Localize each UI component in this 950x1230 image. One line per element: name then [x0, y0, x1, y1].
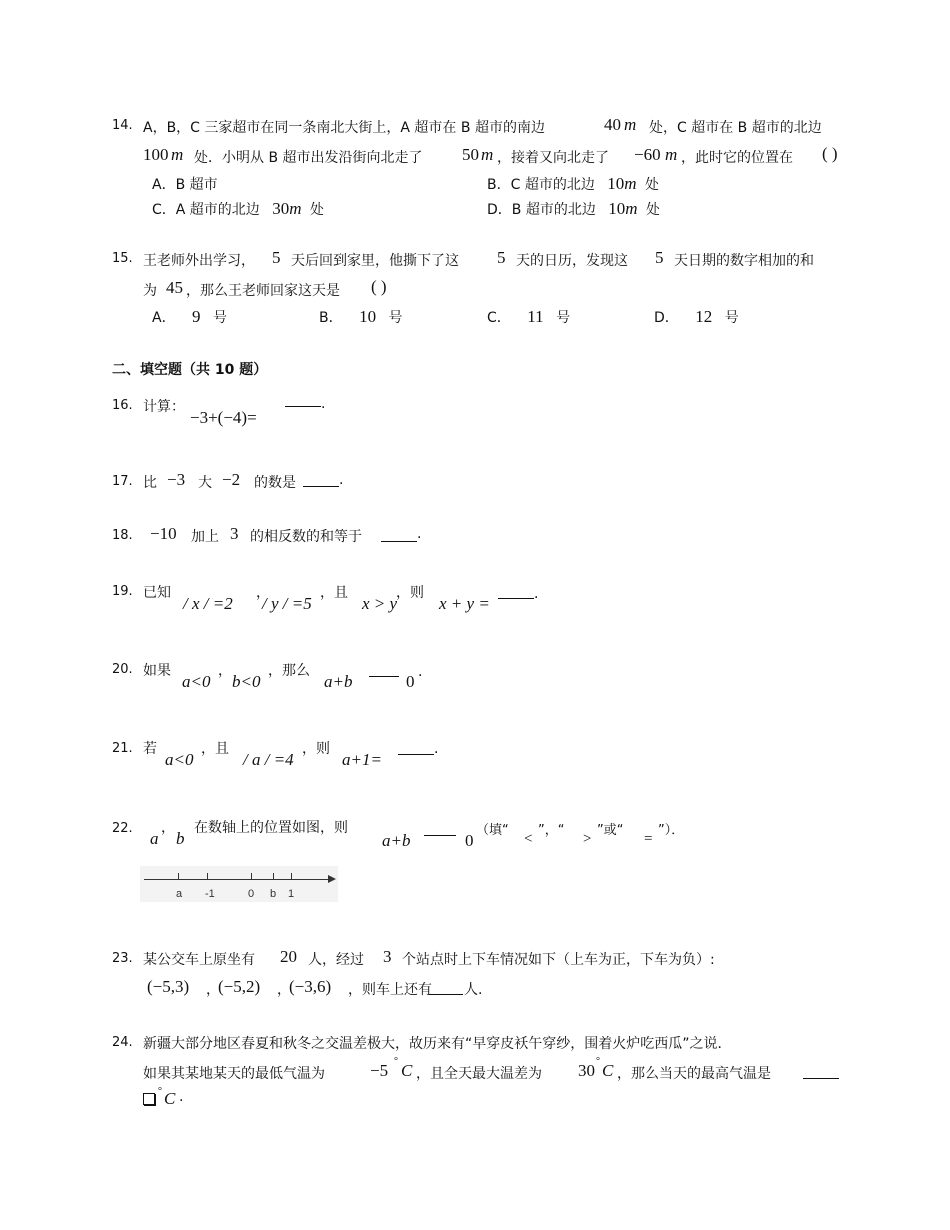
- question-number: 17.: [112, 474, 133, 489]
- question-text: ，那么当天的最高气温是: [617, 1066, 771, 1082]
- option-d[interactable]: [654, 307, 739, 327]
- question-number: 21.: [112, 741, 133, 756]
- question-number: 16.: [112, 398, 133, 413]
- math-expression: / a / =4: [243, 750, 294, 769]
- option-text: 号: [388, 310, 403, 326]
- math-value: 30: [578, 1061, 595, 1080]
- math-unit: C: [401, 1061, 413, 1080]
- question-number: 15.: [112, 251, 133, 266]
- math-expression: b<0: [232, 672, 261, 691]
- tick-mark: [251, 873, 252, 880]
- section-heading: 二、填空题（共 10 题）: [112, 362, 268, 378]
- question-text: 若: [143, 741, 157, 757]
- option-label: C．: [487, 310, 511, 326]
- symbol-gt: >: [583, 831, 592, 847]
- question-text: ，且: [320, 585, 348, 601]
- question-text: ，: [218, 663, 232, 679]
- answer-blank[interactable]: [381, 540, 417, 542]
- math-unit: m: [625, 199, 638, 218]
- math-unit: m: [289, 199, 302, 218]
- question-text: 天日期的数字相加的和: [674, 253, 814, 269]
- question-text: 如果其某地某天的最低气温为: [143, 1066, 325, 1082]
- option-text: D．B 超市的北边: [487, 202, 596, 218]
- math-expression: −3+(−4)=: [190, 408, 257, 427]
- question-text: 为: [143, 283, 157, 299]
- option-c[interactable]: [152, 199, 324, 219]
- math-expression: a<0: [165, 750, 194, 769]
- math-unit: m: [171, 145, 184, 164]
- degree-symbol: °: [596, 1056, 600, 1067]
- question-text: 人，经过: [308, 952, 364, 968]
- checkbox-icon: [143, 1093, 155, 1105]
- question-text: 大: [198, 475, 212, 491]
- math-value: 12: [695, 307, 713, 326]
- question-text: 加上: [191, 529, 219, 545]
- answer-blank[interactable]: [429, 993, 463, 995]
- math-value: 5: [272, 248, 281, 267]
- axis-label: 0: [248, 888, 255, 900]
- question-text: ”，“: [538, 823, 565, 838]
- option-b[interactable]: [319, 307, 403, 327]
- answer-blank[interactable]: [285, 405, 321, 407]
- math-value: 11: [527, 307, 544, 326]
- math-value: −60: [634, 145, 661, 164]
- option-text: B．C 超市的北边: [487, 177, 595, 193]
- question-text: 王老师外出学习，: [143, 253, 255, 269]
- degree-symbol: °: [394, 1056, 398, 1067]
- math-expression: a+b: [382, 831, 411, 850]
- question-text: ，那么王老师回家这天是: [186, 283, 340, 299]
- option-label: D．: [654, 310, 679, 326]
- question-text: （填“: [476, 823, 509, 838]
- math-value: 10: [608, 199, 626, 218]
- answer-blank[interactable]: [369, 675, 399, 677]
- axis-label: b: [270, 888, 277, 900]
- math-value: 30: [272, 199, 290, 218]
- math-unit: m: [624, 115, 637, 134]
- question-text: .: [534, 586, 539, 602]
- math-expression: / x / =2: [183, 594, 233, 613]
- question-number: 23.: [112, 951, 133, 966]
- question-text: ，此时它的位置在: [681, 150, 793, 166]
- number-line-axis: [144, 879, 330, 880]
- question-text: .: [417, 526, 422, 542]
- option-d[interactable]: [487, 199, 660, 219]
- question-text: ，接着又向北走了: [497, 150, 609, 166]
- question-text: 的相反数的和等于: [250, 529, 362, 545]
- question-text: 个站点时上下车情况如下（上车为正，下车为负）:: [402, 952, 715, 968]
- option-text: 处: [645, 177, 660, 193]
- question-text: 天的日历，发现这: [516, 253, 628, 269]
- question-text: ，且全天最大温差为: [416, 1066, 542, 1082]
- option-text: 号: [724, 310, 739, 326]
- option-a[interactable]: A．B 超市: [152, 177, 218, 193]
- math-variable: a: [150, 829, 159, 848]
- math-value: 5: [655, 248, 664, 267]
- question-text: ，则: [302, 741, 330, 757]
- question-text: 的数是: [254, 475, 296, 491]
- question-text: .: [321, 396, 326, 412]
- answer-blank[interactable]: [303, 485, 339, 487]
- math-expression: x > y: [362, 594, 398, 613]
- question-text: 天后回到家里，他撕下了这: [291, 253, 459, 269]
- axis-label: 1: [288, 888, 295, 900]
- question-number: 22.: [112, 821, 133, 836]
- answer-box[interactable]: [143, 1091, 158, 1107]
- math-value: 9: [192, 307, 201, 326]
- question-text: ，那么: [268, 663, 310, 679]
- question-number: 14.: [112, 118, 133, 133]
- math-value: 0: [465, 831, 474, 850]
- question-text: 如果: [143, 663, 171, 679]
- question-text: 新疆大部分地区春夏和秋冬之交温差极大，故历来有“早穿皮袄午穿纱，围着火炉吃西瓜”之说．: [143, 1036, 732, 1052]
- answer-parens: ( ): [822, 144, 838, 163]
- question-text: ，: [161, 820, 175, 836]
- answer-blank[interactable]: [398, 753, 434, 755]
- tick-mark: [291, 873, 292, 880]
- question-text: .: [418, 664, 423, 680]
- tick-mark: [178, 873, 179, 880]
- math-value: 20: [280, 947, 297, 966]
- math-value: 3: [230, 524, 239, 543]
- question-text: .: [434, 741, 439, 757]
- math-value: 0: [406, 672, 415, 691]
- math-expression: a<0: [182, 672, 211, 691]
- math-value: 45: [166, 278, 183, 297]
- question-text: ，: [256, 585, 270, 601]
- option-text: 处: [646, 202, 661, 218]
- question-number: 24.: [112, 1035, 133, 1050]
- symbol-lt: <: [524, 831, 533, 847]
- math-value: 40: [604, 115, 621, 134]
- option-text: 号: [212, 310, 227, 326]
- math-expression: a+1=: [342, 750, 382, 769]
- math-value: 5: [497, 248, 506, 267]
- math-value: −3: [167, 470, 186, 489]
- math-unit: m: [665, 145, 678, 164]
- question-text: .: [339, 472, 344, 488]
- answer-blank[interactable]: [498, 597, 534, 599]
- option-text: C．A 超市的北边: [152, 202, 260, 218]
- question-text: 计算：: [143, 399, 185, 415]
- question-text: 在数轴上的位置如图，则: [194, 820, 348, 836]
- answer-blank[interactable]: [424, 834, 456, 836]
- question-text: A，B，C 三家超市在同一条南北大街上，A 超市在 B 超市的南边: [143, 120, 545, 136]
- degree-symbol: °: [158, 1086, 162, 1097]
- question-text: 处，C 超市在 B 超市的北边: [649, 120, 822, 136]
- math-expression: (−5,3): [147, 977, 190, 996]
- math-value: 10: [359, 307, 377, 326]
- question-text: ，且: [201, 741, 229, 757]
- question-number: 19.: [112, 584, 133, 599]
- option-text: 处: [310, 202, 324, 218]
- math-expression: (−5,2): [218, 977, 261, 996]
- math-value: −2: [222, 470, 241, 489]
- symbol-eq: =: [644, 831, 653, 847]
- math-expression: (−3,6): [289, 977, 332, 996]
- question-text: ，: [206, 982, 220, 998]
- question-text: 已知: [143, 585, 171, 601]
- option-b[interactable]: [487, 174, 659, 194]
- axis-label: a: [176, 888, 183, 900]
- math-value: −5: [370, 1061, 389, 1080]
- option-a[interactable]: [152, 307, 227, 327]
- question-text: ”或“: [597, 823, 624, 838]
- math-expression: a+b: [324, 672, 353, 691]
- answer-blank[interactable]: [803, 1077, 839, 1079]
- math-value: 10: [607, 174, 625, 193]
- math-unit: C: [164, 1089, 176, 1108]
- question-text: 某公交车上原坐有: [143, 952, 255, 968]
- option-text: 号: [556, 310, 571, 326]
- question-text: .: [179, 1089, 184, 1105]
- arrow-right-icon: [328, 875, 336, 883]
- option-label: B．: [319, 310, 343, 326]
- math-value: −10: [150, 524, 177, 543]
- answer-parens: ( ): [371, 277, 387, 296]
- question-text: ，则: [396, 585, 424, 601]
- question-number: 20.: [112, 662, 133, 677]
- option-c[interactable]: [487, 307, 570, 327]
- question-text: 比: [143, 475, 157, 491]
- option-label: A．: [152, 310, 176, 326]
- question-text: 人.: [464, 982, 483, 998]
- tick-mark: [207, 873, 208, 880]
- question-text: ，则车上还有: [348, 982, 432, 998]
- math-unit: m: [624, 174, 637, 193]
- math-expression: x + y =: [439, 594, 490, 613]
- math-unit: C: [602, 1061, 614, 1080]
- math-value: 3: [383, 947, 392, 966]
- question-text: ”）．: [658, 823, 685, 838]
- question-text: 处．小明从 B 超市出发沿街向北走了: [194, 150, 423, 166]
- tick-mark: [273, 873, 274, 880]
- number-line-figure: [140, 866, 338, 902]
- math-value: 100: [143, 145, 169, 164]
- question-number: 18.: [112, 528, 133, 543]
- math-value: 50: [462, 145, 479, 164]
- math-variable: b: [176, 829, 185, 848]
- question-text: ，: [277, 982, 291, 998]
- axis-label: -1: [205, 888, 215, 900]
- math-unit: m: [481, 145, 494, 164]
- math-expression: / y / =5: [262, 594, 312, 613]
